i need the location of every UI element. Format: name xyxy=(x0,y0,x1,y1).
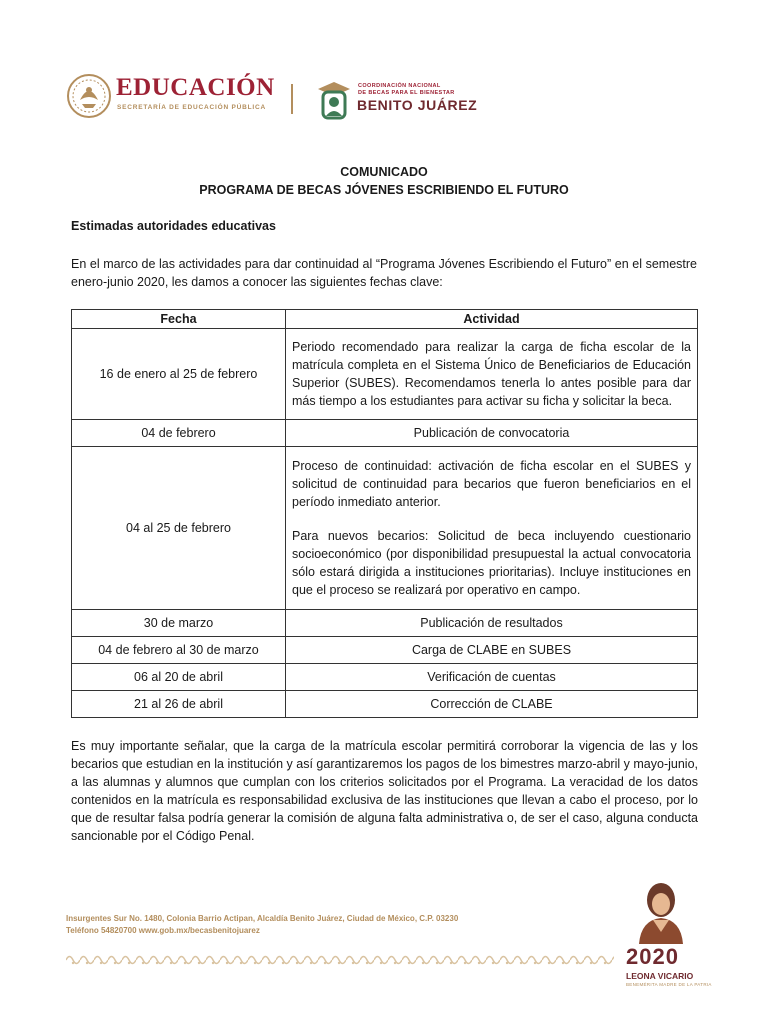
leona-vicario-portrait-icon xyxy=(625,876,697,944)
header-actividad: Actividad xyxy=(286,310,698,329)
actividad-paragraph: Para nuevos becarios: Solicitud de beca incluyendo cuestionario socioeconómico (por disponibilidad presupuestal la actual convocatoria sólo estará dirigida a instituciones prioritarias). Incluye instituciones en que el proceso se realizará por operativo en campo. xyxy=(292,529,691,597)
body-paragraph: Es muy importante señalar, que la carga de la matrícula escolar permitirá corroborar la vigencia de las y los becarios que estudian en la institución y así garantizaremos los pagos de los bimestres marzo-abril y mayo-junio, a las alumnas y alumnos que cumplan con los criterios solicitados por el Programa. La veracidad de los datos contenidos en la matrícula es responsabilidad exclusiva de las instituciones que llevan a cabo el proceso, por lo que de resultar falsa podría generar la comisión de alguna falta administrativa o, de ser el caso, alguna conducta sancionable por el Código Penal. xyxy=(71,739,698,843)
year-2020: 2020 xyxy=(626,944,679,969)
row-fecha: 04 de febrero xyxy=(72,420,286,447)
header-fecha: Fecha xyxy=(72,310,286,329)
leona-vicario-subtitle: BENEMÉRITA MADRE DE LA PATRIA xyxy=(626,982,712,987)
row-actividad: Carga de CLABE en SUBES xyxy=(286,637,698,664)
decorative-band-icon xyxy=(66,953,614,967)
dates-table xyxy=(71,309,698,718)
logo-divider xyxy=(291,84,293,114)
table-row xyxy=(72,637,698,664)
table-row xyxy=(72,664,698,691)
intro-paragraph: En el marco de las actividades para dar continuidad al “Programa Jóvenes Escribiendo el Futuro” en el semestre enero-junio 2020, les damos a conocer las siguientes fechas clave: xyxy=(71,257,697,289)
row-actividad xyxy=(286,447,698,610)
table-header-row xyxy=(72,310,698,329)
becas-line2: DE BECAS PARA EL BIENESTAR xyxy=(358,90,455,96)
table-row xyxy=(72,447,698,610)
row-fecha: 21 al 26 de abril xyxy=(72,691,286,718)
doc-title: COMUNICADO xyxy=(340,165,428,179)
row-actividad: Corrección de CLABE xyxy=(286,691,698,718)
row-actividad: Publicación de resultados xyxy=(286,610,698,637)
greeting: Estimadas autoridades educativas xyxy=(71,219,276,233)
table-row xyxy=(72,329,698,420)
table-row xyxy=(72,420,698,447)
doc-subtitle: PROGRAMA DE BECAS JÓVENES ESCRIBIENDO EL FUTURO xyxy=(199,183,569,197)
footer-contact: Teléfono 54820700 www.gob.mx/becasbenitojuarez xyxy=(66,926,260,935)
becas-benito-juarez-icon xyxy=(314,78,354,122)
leona-vicario-name: LEONA VICARIO xyxy=(626,971,694,981)
footer-address-block xyxy=(66,913,458,937)
row-actividad: Periodo recomendado para realizar la carga de ficha escolar de la matrícula completa en el Sistema Único de Beneficiarios de Educación Superior (SUBES). Recomendamos tenerla lo antes posible para dar más tiempo a los estudiantes para activar su ficha y solicitar la beca. xyxy=(286,329,698,420)
table-row xyxy=(72,610,698,637)
actividad-paragraph: Proceso de continuidad: activación de ficha escolar en el SUBES y solicitud de continuidad para becarios que fueron beneficiarios en el período inmediato anterior. xyxy=(292,459,691,509)
header-logos xyxy=(66,70,486,126)
row-fecha: 06 al 20 de abril xyxy=(72,664,286,691)
row-actividad: Publicación de convocatoria xyxy=(286,420,698,447)
mexico-emblem-icon xyxy=(66,70,112,122)
footer-address: Insurgentes Sur No. 1480, Colonia Barrio Actipan, Alcaldía Benito Juárez, Ciudad de México, C.P. 03230 xyxy=(66,914,459,923)
row-fecha: 30 de marzo xyxy=(72,610,286,637)
row-fecha: 04 de febrero al 30 de marzo xyxy=(72,637,286,664)
row-fecha: 16 de enero al 25 de febrero xyxy=(72,329,286,420)
sep-subtitle: SECRETARÍA DE EDUCACIÓN PÚBLICA xyxy=(117,104,267,111)
row-actividad: Verificación de cuentas xyxy=(286,664,698,691)
sep-title: EDUCACIÓN xyxy=(116,74,275,101)
becas-line1: COORDINACIÓN NACIONAL xyxy=(358,83,441,89)
becas-name: BENITO JUÁREZ xyxy=(357,97,478,113)
row-fecha: 04 al 25 de febrero xyxy=(72,447,286,610)
table-row xyxy=(72,691,698,718)
